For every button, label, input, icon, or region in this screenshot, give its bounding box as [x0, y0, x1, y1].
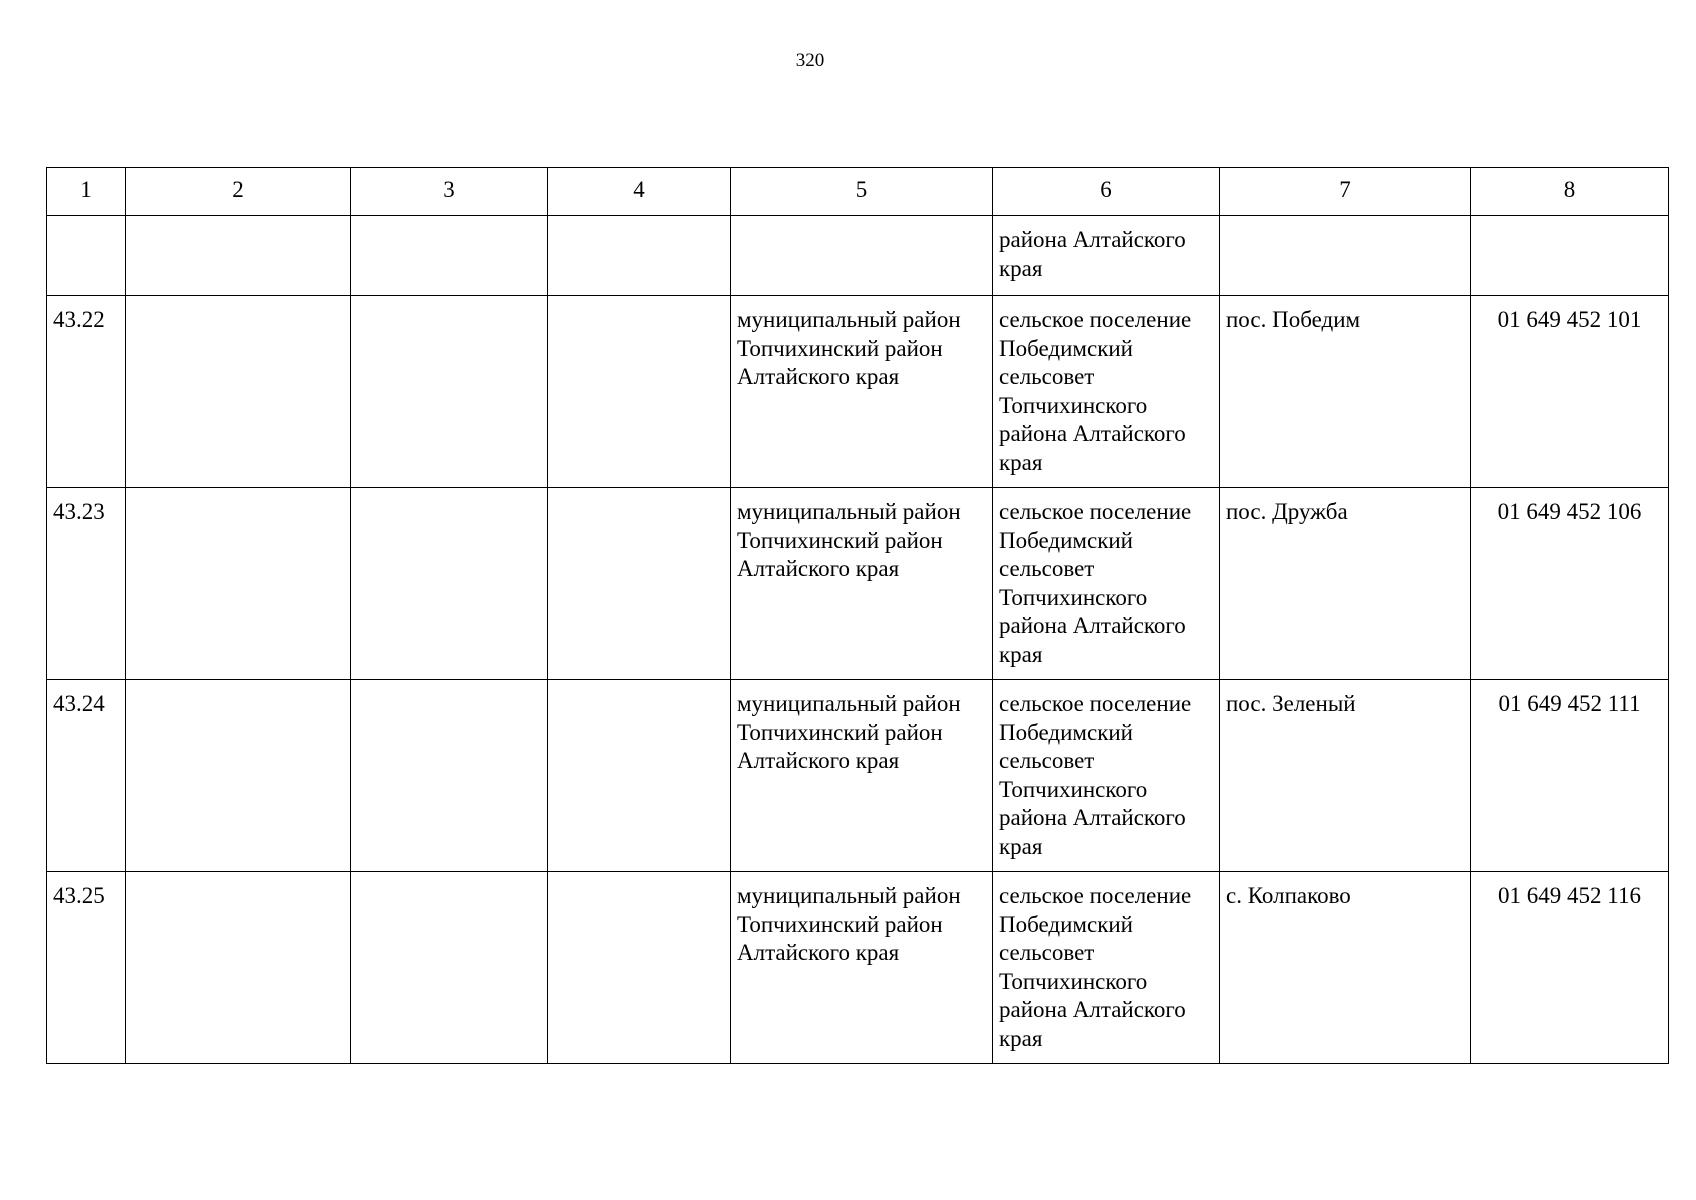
municipal-district-cell: муниципальный район Топчихинский район Алтайского края — [731, 680, 993, 872]
locality-cell: с. Колпаково — [1220, 872, 1471, 1064]
table-cell — [126, 296, 351, 488]
table-row — [47, 872, 1669, 1064]
locality-cell: пос. Дружба — [1220, 488, 1471, 680]
row-number: 43.22 — [47, 296, 126, 488]
municipal-district-cell: муниципальный район Топчихинский район Алтайского края — [731, 488, 993, 680]
table-cell — [548, 216, 731, 296]
column-header: 8 — [1471, 168, 1669, 216]
row-number: 43.25 — [47, 872, 126, 1064]
table-row — [47, 296, 1669, 488]
table-cell — [548, 488, 731, 680]
okato-code-cell: 01 649 452 116 — [1471, 872, 1669, 1064]
header-row — [47, 168, 1669, 216]
municipal-district-cell: муниципальный район Топчихинский район Алтайского края — [731, 872, 993, 1064]
table-row — [47, 680, 1669, 872]
settlement-cell: сельское поселение Победимский сельсовет Топчихинского района Алтайского края — [993, 488, 1220, 680]
registry-table — [46, 167, 1669, 1064]
column-header: 5 — [731, 168, 993, 216]
row-number: 43.23 — [47, 488, 126, 680]
table-cell — [1220, 216, 1471, 296]
table-cell — [351, 488, 548, 680]
table-cell — [351, 872, 548, 1064]
table-cell — [548, 872, 731, 1064]
settlement-cell: сельское поселение Победимский сельсовет Топчихинского района Алтайского края — [993, 296, 1220, 488]
column-header: 4 — [548, 168, 731, 216]
settlement-cell: сельское поселение Победимский сельсовет Топчихинского района Алтайского края — [993, 872, 1220, 1064]
column-header: 3 — [351, 168, 548, 216]
column-header: 6 — [993, 168, 1220, 216]
column-header: 7 — [1220, 168, 1471, 216]
table-cell — [731, 216, 993, 296]
settlement-cell: сельское поселение Победимский сельсовет Топчихинского района Алтайского края — [993, 680, 1220, 872]
okato-code-cell: 01 649 452 101 — [1471, 296, 1669, 488]
locality-cell: пос. Зеленый — [1220, 680, 1471, 872]
table-cell — [351, 680, 548, 872]
column-header: 1 — [47, 168, 126, 216]
okato-code-cell: 01 649 452 106 — [1471, 488, 1669, 680]
table-cell — [548, 680, 731, 872]
locality-cell: пос. Победим — [1220, 296, 1471, 488]
table-cell — [47, 216, 126, 296]
settlement-cell: района Алтайского края — [993, 216, 1220, 296]
table-row — [47, 488, 1669, 680]
table-cell — [126, 680, 351, 872]
municipal-district-cell: муниципальный район Топчихинский район Алтайского края — [731, 296, 993, 488]
table-cell — [126, 488, 351, 680]
table-cell — [1471, 216, 1669, 296]
table-cell — [126, 872, 351, 1064]
table-cell — [548, 296, 731, 488]
continuation-row — [47, 216, 1669, 296]
table-cell — [126, 216, 351, 296]
row-number: 43.24 — [47, 680, 126, 872]
okato-code-cell: 01 649 452 111 — [1471, 680, 1669, 872]
table-cell — [351, 216, 548, 296]
table-cell — [351, 296, 548, 488]
page-number: 320 — [795, 50, 825, 71]
column-header: 2 — [126, 168, 351, 216]
